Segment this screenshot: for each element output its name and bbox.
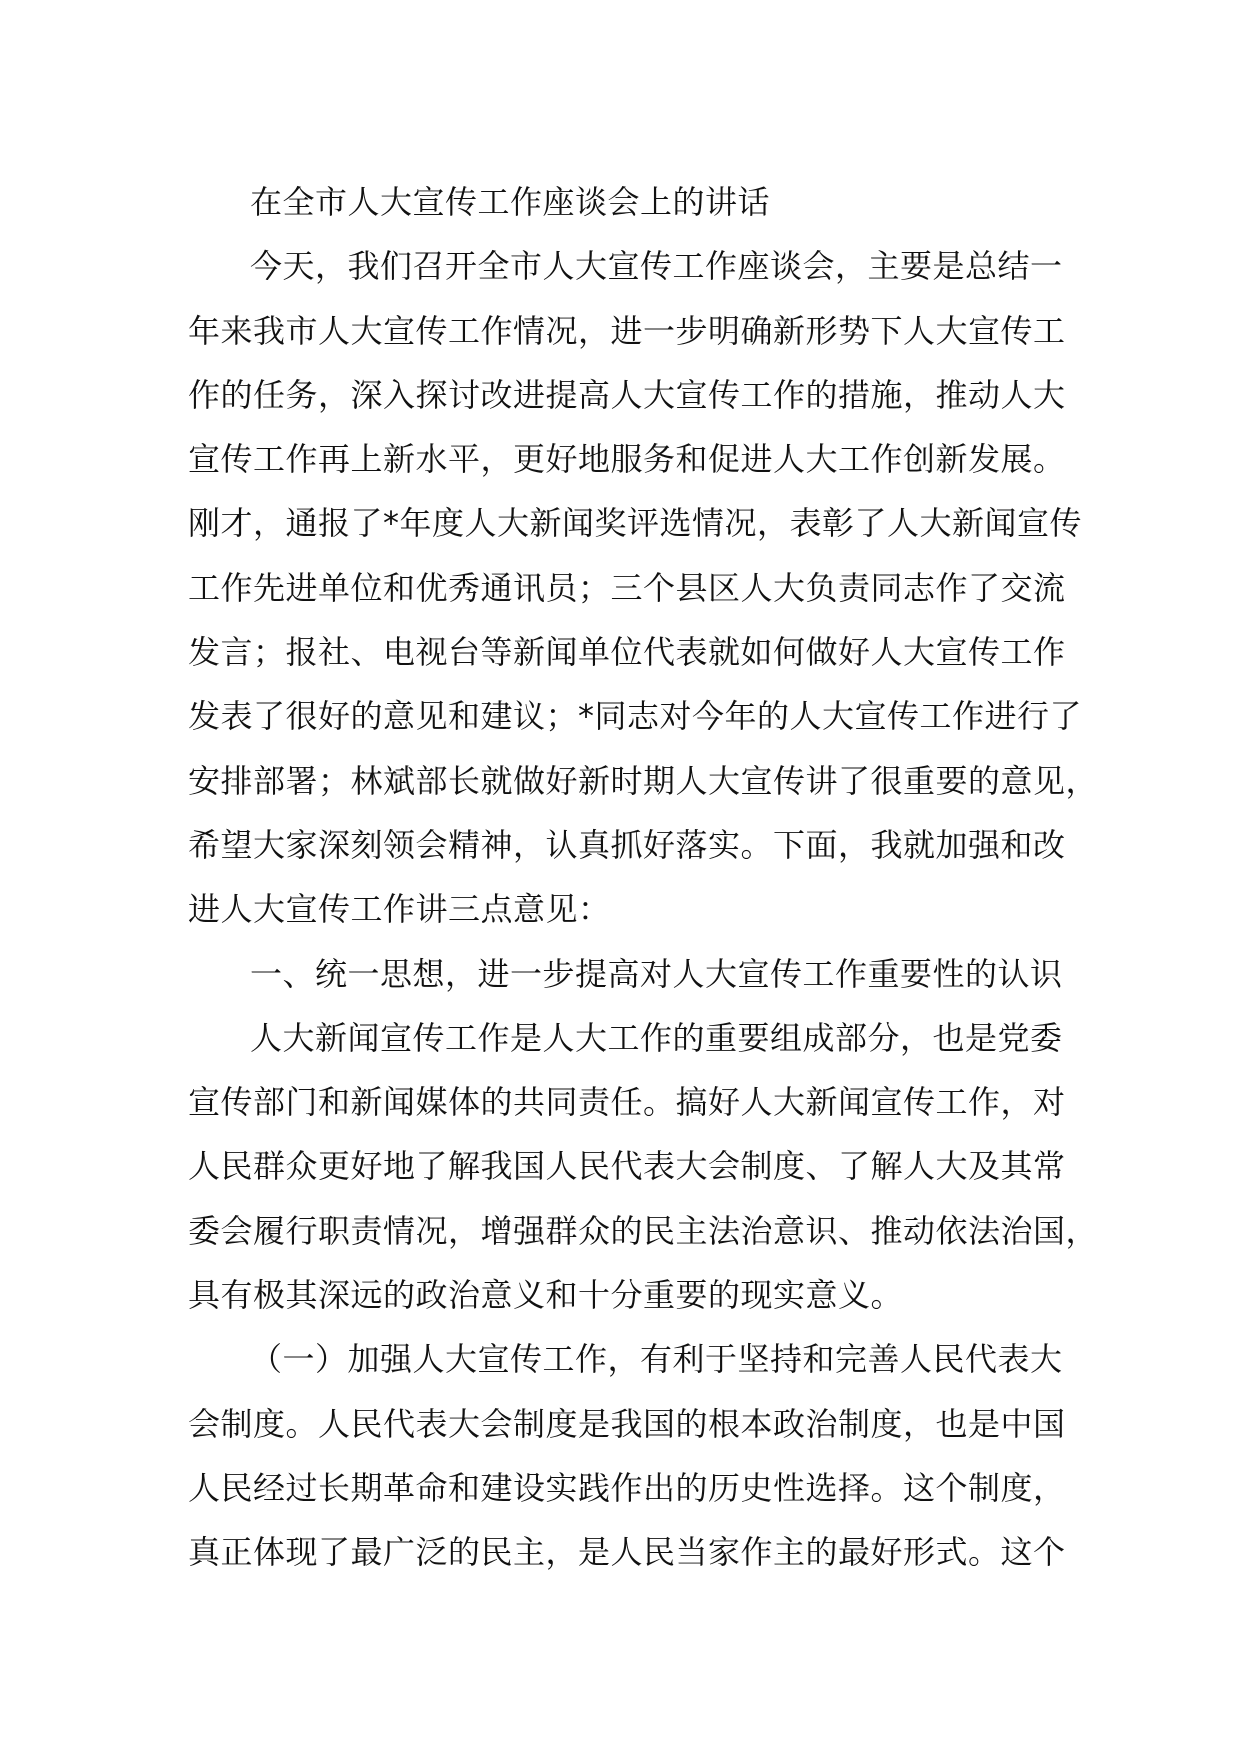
paragraph-line: 委会履行职责情况，增强群众的民主法治意识、推动依法治国， <box>188 1211 1099 1250</box>
paragraph-line: 发言；报社、电视台等新闻单位代表就如何做好人大宣传工作 <box>188 633 1066 672</box>
paragraph-line: 宣传工作再上新水平，更好地服务和促进人大工作创新发展。 <box>188 440 1066 479</box>
paragraph-line: 刚才，通报了*年度人大新闻奖评选情况，表彰了人大新闻宣传 <box>188 504 1083 543</box>
paragraph-line: 宣传部门和新闻媒体的共同责任。搞好人大新闻宣传工作，对 <box>188 1083 1066 1122</box>
paragraph-line: 希望大家深刻领会精神，认真抓好落实。下面，我就加强和改 <box>188 825 1066 864</box>
paragraph-line: 人民群众更好地了解我国人民代表大会制度、了解人大及其常 <box>188 1147 1066 1186</box>
section-heading: 一、统一思想，进一步提高对人大宣传工作重要性的认识 <box>250 954 1063 993</box>
paragraph-line: 工作先进单位和优秀通讯员；三个县区人大负责同志作了交流 <box>188 568 1066 607</box>
paragraph-line: 人民经过长期革命和建设实践作出的历史性选择。这个制度， <box>188 1468 1066 1507</box>
paragraph-line: 今天，我们召开全市人大宣传工作座谈会，主要是总结一 <box>250 247 1063 286</box>
paragraph-line: 真正体现了最广泛的民主，是人民当家作主的最好形式。这个 <box>188 1533 1066 1572</box>
paragraph-line: 发表了很好的意见和建议；*同志对今年的人大宣传工作进行了 <box>188 697 1083 736</box>
paragraph-line: 具有极其深远的政治意义和十分重要的现实意义。 <box>188 1276 904 1315</box>
paragraph-line: 进人大宣传工作讲三点意见： <box>188 890 611 929</box>
paragraph-line: 安排部署；林斌部长就做好新时期人大宣传讲了很重要的意见， <box>188 761 1099 800</box>
paragraph-line: 会制度。人民代表大会制度是我国的根本政治制度，也是中国 <box>188 1404 1066 1443</box>
paragraph-line: （一）加强人大宣传工作，有利于坚持和完善人民代表大 <box>250 1340 1063 1379</box>
speech-title: 在全市人大宣传工作座谈会上的讲话 <box>250 183 771 221</box>
paragraph-line: 人大新闻宣传工作是人大工作的重要组成部分，也是党委 <box>250 1018 1063 1057</box>
paragraph-line: 年来我市人大宣传工作情况，进一步明确新形势下人大宣传工 <box>188 311 1066 350</box>
document-body <box>188 170 1099 1585</box>
paragraph-line: 作的任务，深入探讨改进提高人大宣传工作的措施，推动人大 <box>188 375 1066 414</box>
